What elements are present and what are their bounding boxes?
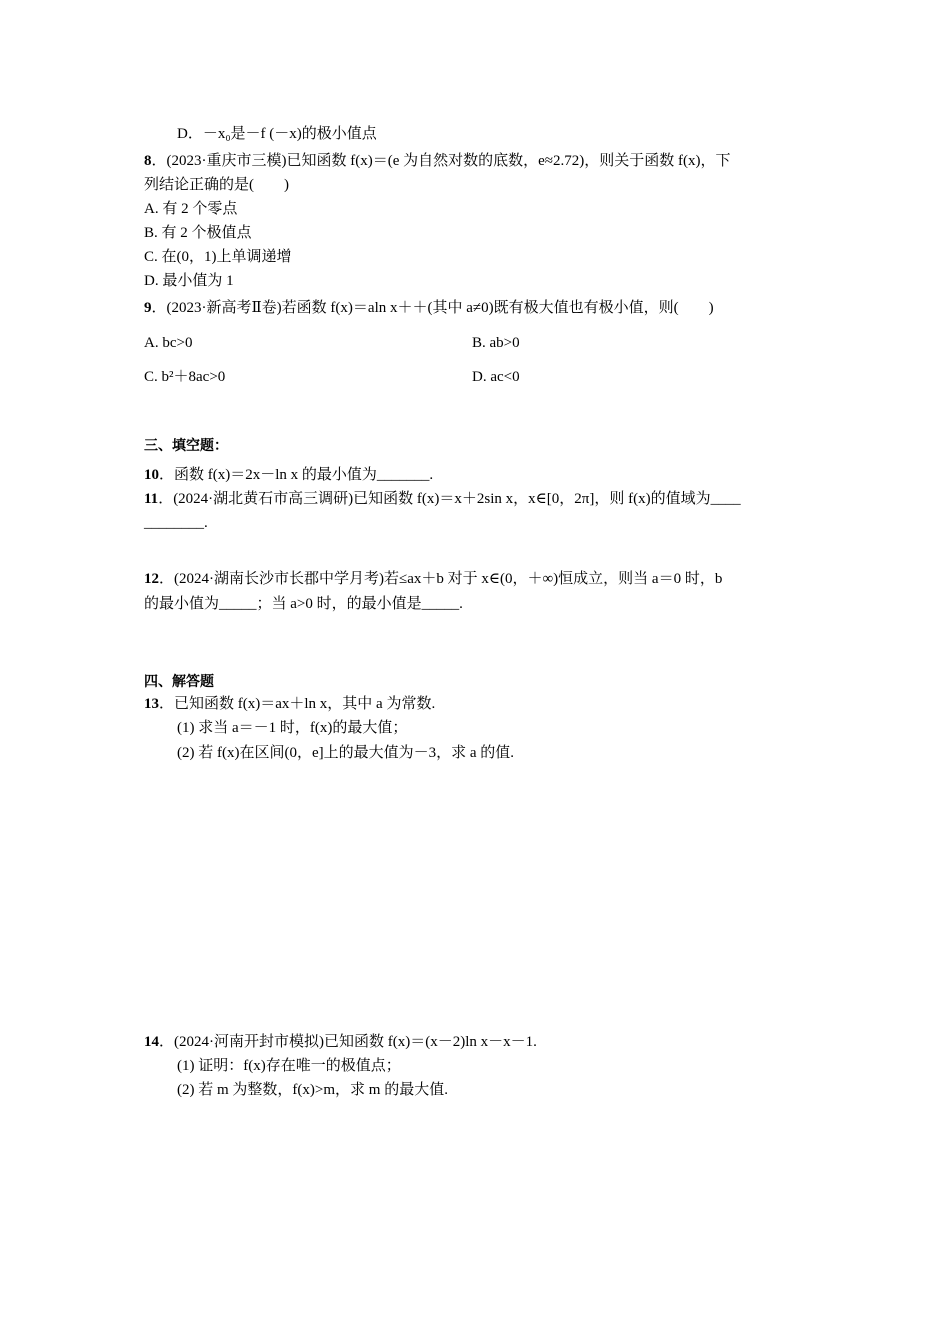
q14-part-2: (2) 若 m 为整数，f(x)>m，求 m 的最大值. xyxy=(177,1082,448,1098)
section-fill-in-heading: 三、填空题： xyxy=(144,438,228,454)
question-number: 11 xyxy=(144,491,159,507)
q9-option-a: A. bc>0 xyxy=(144,335,193,351)
question-stem: ．(2024·湖北黄石市高三调研)已知函数 f(x)＝x＋2sin x，x∈[0，2π]，则 f(x)的值域为____ xyxy=(158,491,741,507)
q7-option-d: D．－x₀是－f (－x)的极小值点 xyxy=(177,126,377,142)
q9-option-d: D. ac<0 xyxy=(472,369,520,385)
question-number: 14 xyxy=(144,1034,159,1050)
q9-option-c: C. b²＋8ac>0 xyxy=(144,369,226,385)
question-10 xyxy=(144,465,433,485)
q8-option-d: D. 最小值为 1 xyxy=(144,273,234,289)
question-stem: ．(2024·湖南长沙市长郡中学月考)若≤ax＋b 对于 x∈(0，＋∞)恒成立，则当 a＝0 时，b xyxy=(159,571,723,587)
q8-option-b: B. 有 2 个极值点 xyxy=(144,225,252,241)
question-11 xyxy=(144,489,741,509)
section-answer-heading: 四、解答题 xyxy=(144,674,214,690)
q14-part-1: (1) 证明：f(x)存在唯一的极值点； xyxy=(177,1058,401,1074)
question-14 xyxy=(144,1032,537,1052)
question-8 xyxy=(144,151,731,171)
q13-part-1: (1) 求当 a＝－1 时，f(x)的最大值； xyxy=(177,720,408,736)
question-number: 12 xyxy=(144,571,159,587)
q8-option-a: A. 有 2 个零点 xyxy=(144,201,238,217)
question-number: 9 xyxy=(144,300,152,316)
question-12-line2: 的最小值为_____；当 a>0 时，的最小值是_____. xyxy=(144,596,463,612)
q9-option-b: B. ab>0 xyxy=(472,335,520,351)
question-9 xyxy=(144,298,714,318)
q13-part-2: (2) 若 f(x)在区间(0，e]上的最大值为－3，求 a 的值. xyxy=(177,745,515,761)
question-stem: ．(2023·重庆市三模)已知函数 f(x)＝(e 为自然对数的底数，e≈2.72)，则关于函数 f(x)，下 xyxy=(151,153,731,169)
question-stem: ．(2024·河南开封市模拟)已知函数 f(x)＝(x－2)ln x－x－1. xyxy=(159,1034,537,1050)
question-stem: ．函数 f(x)＝2x－ln x 的最小值为_______. xyxy=(159,467,434,483)
question-stem: ．已知函数 f(x)＝ax＋ln x，其中 a 为常数. xyxy=(159,696,436,712)
question-number: 8 xyxy=(144,153,152,169)
q8-option-c: C. 在(0，1)上单调递增 xyxy=(144,249,292,265)
question-number: 13 xyxy=(144,696,159,712)
question-8-line2: 列结论正确的是( ) xyxy=(144,177,289,193)
question-stem: ．(2023·新高考Ⅱ卷)若函数 f(x)＝aln x＋＋(其中 a≠0)既有极大值也有极小值，则( ) xyxy=(151,300,714,316)
question-13 xyxy=(144,694,435,714)
question-number: 10 xyxy=(144,467,159,483)
question-12 xyxy=(144,569,722,589)
question-11-line2: ________. xyxy=(144,515,208,531)
